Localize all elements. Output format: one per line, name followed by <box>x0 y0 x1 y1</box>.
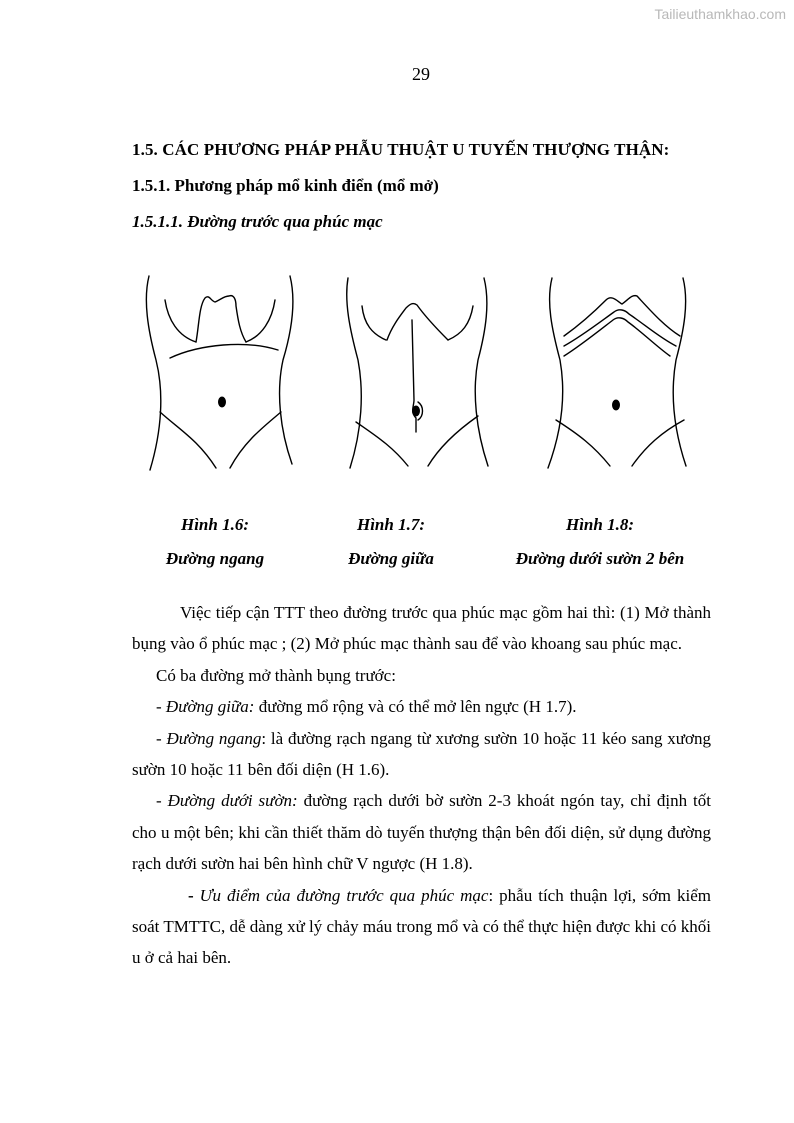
term-midline: - Đường giữa: <box>156 697 255 717</box>
figure-1-6-torso <box>146 276 293 470</box>
term-transverse: - Đường ngang <box>156 728 262 748</box>
watermark: Tailieuthamkhao.com <box>654 6 786 22</box>
transverse-incision <box>170 344 278 358</box>
text-transverse: : là đường rạch ngang từ xương sườn 10 hoặc 11 kéo sang xương sườn 10 hoặc 11 bên đối diện (H 1.6). <box>132 728 711 780</box>
text-advantages: : phẫu tích thuận lợi, sớm kiểm soát TMTTC, dễ dàng xử lý chảy máu trong mổ và có thể thực hiện được khi có khối u ở cả hai bên. <box>132 885 711 968</box>
navel-icon <box>612 400 620 411</box>
figure-1-6-caption <box>130 508 300 576</box>
figure-label: Hình 1.7: <box>356 515 426 534</box>
paragraph-three-routes: Có ba đường mở thành bụng trước: <box>156 665 396 685</box>
paragraph-approach: Việc tiếp cận TTT theo đường trước qua phúc mạc gồm hai thì: (1) Mở thành bụng vào ổ phúc mạc ; (2) Mở phúc mạc thành sau để vào khoang sau phúc mạc. <box>132 603 711 654</box>
torso-figures <box>0 268 794 478</box>
term-subcostal: - Đường dưới sườn: <box>156 791 298 811</box>
text-midline: đường mổ rộng và có thể mở lên ngực (H 1.7). <box>254 697 577 717</box>
paragraph-transverse <box>132 723 711 786</box>
navel-icon <box>412 406 420 417</box>
figure-label: Hình 1.8: <box>565 515 635 534</box>
section-heading: 1.5. CÁC PHƯƠNG PHÁP PHẪU THUẬT U TUYẾN THƯỢNG THẬN: <box>132 140 670 159</box>
body-text <box>132 597 711 974</box>
figure-label: Hình 1.6: <box>180 515 250 534</box>
paragraph-subcostal <box>132 785 711 879</box>
figure-1-7-torso <box>347 278 488 468</box>
figure-1-7-caption <box>316 508 466 576</box>
figure-title: Đường dưới sườn 2 bên <box>515 549 685 568</box>
term-advantages: Ưu điểm của đường trước qua phúc mạc <box>199 885 489 905</box>
navel-icon <box>218 397 226 408</box>
subsubsection-heading: 1.5.1.1. Đường trước qua phúc mạc <box>132 212 383 231</box>
paragraph-advantages <box>132 880 711 974</box>
paragraph-midline <box>132 691 711 722</box>
subsection-heading: 1.5.1. Phương pháp mổ kinh điển (mổ mở) <box>132 176 439 195</box>
text-subcostal: đường rạch dưới bờ sườn 2-3 khoát ngón tay, chỉ định tốt cho u một bên; khi cần thiết thăm dò tuyến thượng thận bên đối diện, sử dụng đường rạch dưới sườn hai bên hình chữ V ngược (H 1.8). <box>132 791 711 874</box>
figure-title: Đường ngang <box>165 549 265 568</box>
figure-1-8-torso <box>548 278 686 468</box>
dash: - <box>188 885 200 905</box>
figure-title: Đường giữa <box>348 549 434 568</box>
page-number: 29 <box>412 64 430 84</box>
figure-1-8-caption <box>490 508 710 576</box>
